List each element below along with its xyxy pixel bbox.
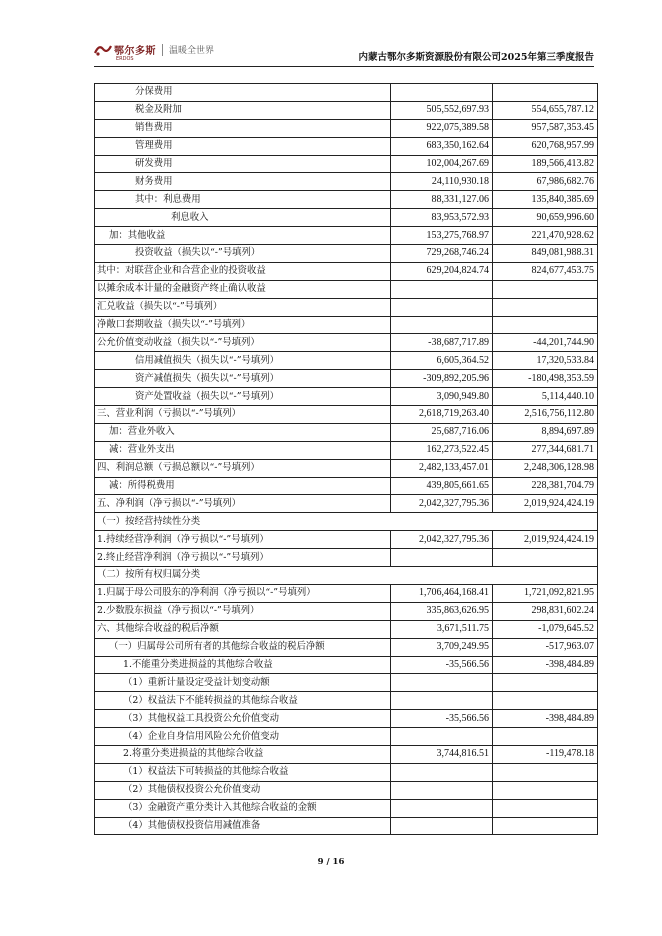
row-label: （二）按所有权归属分类 — [95, 567, 598, 585]
current-period-value: 2,482,133,457.01 — [391, 459, 493, 477]
current-period-value — [391, 84, 493, 102]
current-period-value: 729,268,746.24 — [391, 245, 493, 263]
previous-period-value: -44,201,744.90 — [493, 334, 598, 352]
current-period-value — [391, 280, 493, 298]
current-period-value: 2,618,719,263.40 — [391, 406, 493, 424]
table-row — [95, 513, 598, 531]
previous-period-value — [493, 549, 598, 567]
current-period-value: 1,706,464,168.41 — [391, 584, 493, 602]
table-row — [95, 423, 598, 441]
current-period-value — [391, 763, 493, 781]
previous-period-value — [493, 84, 598, 102]
table-row — [95, 316, 598, 334]
previous-period-value: -1,079,645.52 — [493, 620, 598, 638]
previous-period-value: 620,768,957.99 — [493, 137, 598, 155]
previous-period-value: 824,677,453.75 — [493, 262, 598, 280]
row-label: 四、利润总额（亏损总额以“-”号填列） — [95, 459, 391, 477]
current-period-value: 3,090,949.80 — [391, 388, 493, 406]
row-label: （1）权益法下可转损益的其他综合收益 — [95, 763, 391, 781]
income-statement-body — [95, 84, 598, 835]
current-period-value: 3,744,816.51 — [391, 745, 493, 763]
current-period-value — [391, 316, 493, 334]
current-period-value — [391, 817, 493, 835]
table-row — [95, 763, 598, 781]
current-period-value — [391, 549, 493, 567]
previous-period-value: 1,721,092,821.95 — [493, 584, 598, 602]
row-label: 信用减值损失（损失以“-”号填列） — [95, 352, 391, 370]
row-label: 减：所得税费用 — [95, 477, 391, 495]
previous-period-value: -517,963.07 — [493, 638, 598, 656]
income-statement-table — [94, 83, 598, 835]
current-period-value: 505,552,697.93 — [391, 101, 493, 119]
row-label: 研发费用 — [95, 155, 391, 173]
previous-period-value: -180,498,353.59 — [493, 370, 598, 388]
table-row — [95, 495, 598, 513]
table-row — [95, 799, 598, 817]
table-row — [95, 602, 598, 620]
row-label: （2）其他债权投资公允价值变动 — [95, 781, 391, 799]
row-label: 汇兑收益（损失以“-”号填列） — [95, 298, 391, 316]
row-label: （2）权益法下不能转损益的其他综合收益 — [95, 692, 391, 710]
table-row — [95, 298, 598, 316]
table-row — [95, 567, 598, 585]
previous-period-value: 849,081,988.31 — [493, 245, 598, 263]
current-period-value — [391, 799, 493, 817]
row-label: 减：营业外支出 — [95, 441, 391, 459]
current-period-value: 3,709,249.95 — [391, 638, 493, 656]
current-period-value: -35,566.56 — [391, 710, 493, 728]
row-label: 2.少数股东损益（净亏损以“-”号填列） — [95, 602, 391, 620]
table-row — [95, 155, 598, 173]
table-row — [95, 817, 598, 835]
previous-period-value — [493, 817, 598, 835]
row-label: （4）其他债权投资信用减值准备 — [95, 817, 391, 835]
table-row — [95, 280, 598, 298]
current-period-value: 2,042,327,795.36 — [391, 531, 493, 549]
table-row — [95, 245, 598, 263]
row-label: （3）金融资产重分类计入其他综合收益的金额 — [95, 799, 391, 817]
company-logo — [94, 42, 215, 62]
row-label: 资产减值损失（损失以“-”号填列） — [95, 370, 391, 388]
row-label: 利息收入 — [95, 209, 391, 227]
row-label: 五、净利润（净亏损以“-”号填列） — [95, 495, 391, 513]
table-row — [95, 674, 598, 692]
row-label: （4）企业自身信用风险公允价值变动 — [95, 728, 391, 746]
row-label: 分保费用 — [95, 84, 391, 102]
previous-period-value: 221,470,928.62 — [493, 227, 598, 245]
row-label: （3）其他权益工具投资公允价值变动 — [95, 710, 391, 728]
previous-period-value: -119,478.18 — [493, 745, 598, 763]
table-row — [95, 227, 598, 245]
table-row — [95, 477, 598, 495]
logo-text: 鄂尔多斯 — [114, 46, 156, 57]
table-row — [95, 710, 598, 728]
table-row — [95, 620, 598, 638]
table-row — [95, 728, 598, 746]
current-period-value: 3,671,511.75 — [391, 620, 493, 638]
table-row — [95, 370, 598, 388]
previous-period-value: 277,344,681.71 — [493, 441, 598, 459]
previous-period-value: 2,019,924,424.19 — [493, 531, 598, 549]
table-row — [95, 388, 598, 406]
row-label: 公允价值变动收益（损失以“-”号填列） — [95, 334, 391, 352]
current-period-value: 922,075,389.58 — [391, 119, 493, 137]
current-period-value: 629,204,824.74 — [391, 262, 493, 280]
previous-period-value: -398,484.89 — [493, 710, 598, 728]
previous-period-value: 2,248,306,128.98 — [493, 459, 598, 477]
table-row — [95, 137, 598, 155]
table-row — [95, 84, 598, 102]
row-label: 1.归属于母公司股东的净利润（净亏损以“-”号填列） — [95, 584, 391, 602]
row-label: 2.将重分类进损益的其他综合收益 — [95, 745, 391, 763]
previous-period-value: 8,894,697.89 — [493, 423, 598, 441]
row-label: 管理费用 — [95, 137, 391, 155]
table-row — [95, 119, 598, 137]
current-period-value: -309,892,205.96 — [391, 370, 493, 388]
page-header — [94, 40, 594, 67]
previous-period-value: 957,587,353.45 — [493, 119, 598, 137]
row-label: 三、营业利润（亏损以“-”号填列） — [95, 406, 391, 424]
previous-period-value — [493, 692, 598, 710]
previous-period-value: 554,655,787.12 — [493, 101, 598, 119]
current-period-value: 83,953,572.93 — [391, 209, 493, 227]
previous-period-value: 17,320,533.84 — [493, 352, 598, 370]
current-period-value: 162,273,522.45 — [391, 441, 493, 459]
current-period-value — [391, 692, 493, 710]
row-label: 加：营业外收入 — [95, 423, 391, 441]
previous-period-value: 189,566,413.82 — [493, 155, 598, 173]
previous-period-value: 135,840,385.69 — [493, 191, 598, 209]
current-period-value: 88,331,127.06 — [391, 191, 493, 209]
table-row — [95, 459, 598, 477]
table-row — [95, 692, 598, 710]
previous-period-value: 67,986,682.76 — [493, 173, 598, 191]
page-number: 9 / 16 — [317, 857, 345, 867]
row-label: 六、其他综合收益的税后净额 — [95, 620, 391, 638]
current-period-value: 102,004,267.69 — [391, 155, 493, 173]
table-row — [95, 531, 598, 549]
table-row — [95, 352, 598, 370]
report-title: 内蒙古鄂尔多斯资源股份有限公司2025年第三季度报告 — [358, 52, 594, 63]
row-label: 财务费用 — [95, 173, 391, 191]
table-row — [95, 173, 598, 191]
previous-period-value — [493, 674, 598, 692]
previous-period-value — [493, 799, 598, 817]
previous-period-value — [493, 298, 598, 316]
table-row — [95, 334, 598, 352]
current-period-value — [391, 674, 493, 692]
table-row — [95, 441, 598, 459]
row-label: 销售费用 — [95, 119, 391, 137]
row-label: 净敞口套期收益（损失以“-”号填列） — [95, 316, 391, 334]
row-label: 其中：利息费用 — [95, 191, 391, 209]
row-label: 以摊余成本计量的金融资产终止确认收益 — [95, 280, 391, 298]
previous-period-value: 228,381,704.79 — [493, 477, 598, 495]
row-label: 资产处置收益（损失以“-”号填列） — [95, 388, 391, 406]
row-label: （一）按经营持续性分类 — [95, 513, 598, 531]
previous-period-value: 90,659,996.60 — [493, 209, 598, 227]
logo-icon — [94, 43, 112, 57]
row-label: 税金及附加 — [95, 101, 391, 119]
table-row — [95, 262, 598, 280]
table-row — [95, 781, 598, 799]
current-period-value: 439,805,661.65 — [391, 477, 493, 495]
table-row — [95, 191, 598, 209]
current-period-value: -38,687,717.89 — [391, 334, 493, 352]
current-period-value: 24,110,930.18 — [391, 173, 493, 191]
current-period-value: 683,350,162.64 — [391, 137, 493, 155]
current-period-value — [391, 781, 493, 799]
row-label: 其中：对联营企业和合营企业的投资收益 — [95, 262, 391, 280]
table-row — [95, 406, 598, 424]
previous-period-value: 2,516,756,112.80 — [493, 406, 598, 424]
current-period-value: 335,863,626.95 — [391, 602, 493, 620]
previous-period-value — [493, 781, 598, 799]
previous-period-value: -398,484.89 — [493, 656, 598, 674]
current-period-value: -35,566.56 — [391, 656, 493, 674]
table-row — [95, 101, 598, 119]
previous-period-value: 298,831,602.24 — [493, 602, 598, 620]
current-period-value: 25,687,716.06 — [391, 423, 493, 441]
previous-period-value — [493, 316, 598, 334]
table-row — [95, 656, 598, 674]
table-row — [95, 745, 598, 763]
company-slogan: 温暖全世界 — [169, 46, 215, 56]
row-label: 投资收益（损失以“-”号填列） — [95, 245, 391, 263]
table-row — [95, 549, 598, 567]
row-label: 1.不能重分类进损益的其他综合收益 — [95, 656, 391, 674]
previous-period-value: 5,114,440.10 — [493, 388, 598, 406]
row-label: 1.持续经营净利润（净亏损以“-”号填列） — [95, 531, 391, 549]
current-period-value: 153,275,768.97 — [391, 227, 493, 245]
logo-subtext: ERDOS — [116, 56, 134, 62]
table-row — [95, 209, 598, 227]
current-period-value: 6,605,364.52 — [391, 352, 493, 370]
table-row — [95, 584, 598, 602]
table-row — [95, 638, 598, 656]
row-label: （一）归属母公司所有者的其他综合收益的税后净额 — [95, 638, 391, 656]
previous-period-value: 2,019,924,424.19 — [493, 495, 598, 513]
current-period-value: 2,042,327,795.36 — [391, 495, 493, 513]
previous-period-value — [493, 280, 598, 298]
current-period-value — [391, 298, 493, 316]
previous-period-value — [493, 763, 598, 781]
row-label: 加：其他收益 — [95, 227, 391, 245]
row-label: 2.终止经营净利润（净亏损以“-”号填列） — [95, 549, 391, 567]
row-label: （1）重新计量设定受益计划变动额 — [95, 674, 391, 692]
logo-divider — [162, 44, 163, 56]
current-period-value — [391, 728, 493, 746]
previous-period-value — [493, 728, 598, 746]
